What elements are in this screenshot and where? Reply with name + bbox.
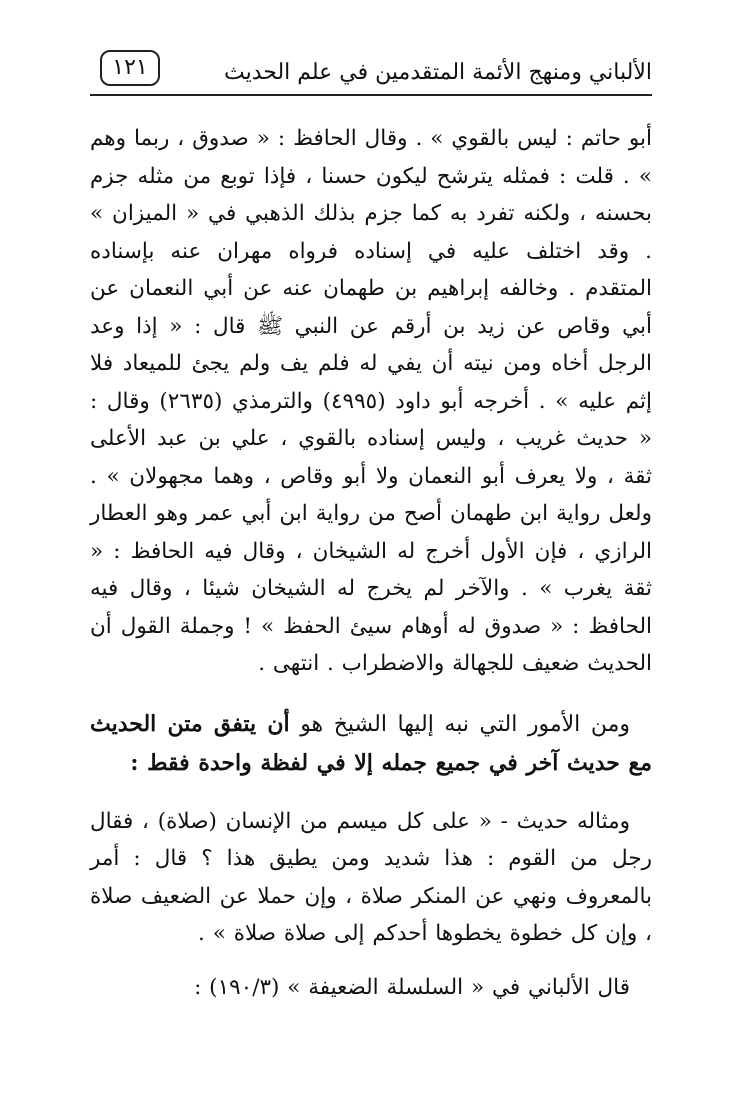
paragraph-citation: قال الألباني في « السلسلة الضعيفة » (١٩٠/٣) : xyxy=(194,974,630,1000)
book-page xyxy=(90,40,652,1070)
section-intro-bold-text: أن يتفق متن الحديث مع حديث آخر في جميع جمله إلا في لفظة واحدة فقط : xyxy=(90,710,652,776)
page-header xyxy=(90,40,652,96)
section-intro-text: ومن الأمور التي نبه إليها الشيخ هو xyxy=(289,711,631,737)
running-title: الألباني ومنهج الأئمة المتقدمين في علم الحديث xyxy=(223,60,652,85)
paragraph-quoted-discussion: أبو حاتم : ليس بالقوي » . وقال الحافظ : « صدوق ، ربما وهم » . قلت : فمثله يترشح ليكون حسنا ، فإذا توبع من مثله جزم بحسنه ، ولكنه تفرد به كما جزم بذلك الذهبي في « الميزان » . وقد اختلف عليه في إسناده فرواه مهران عنه بإسناده المتقدم . وخالفه إبراهيم بن طهمان عنه عن أبي النعمان عن أبي وقاص عن زيد بن أرقم عن النبي ﷺ قال : « إذا وعد الرجل أخاه ومن نيته أن يفي له فلم يف ولم يجئ للميعاد فلا إثم عليه » . أخرجه أبو داود (٤٩٩٥) والترمذي (٢٦٣٥) وقال : « حديث غريب ، وليس إسناده بالقوي ، علي بن عبد الأعلى ثقة ، ولا يعرف أبو النعمان ولا أبو وقاص ، وهما مجهولان » . ولعل رواية ابن طهمان أصح من رواية ابن أبي عمر وهو العطار الرازي ، فإن الأول أخرج له الشيخان ، وقال فيه الحافظ : « ثقة يغرب » . والآخر لم يخرج له الشيخان شيئا ، وقال فيه الحافظ : « صدوق له أوهام سيئ الحفظ » ! وجملة القول أن الحديث ضعيف للجهالة والاضطراب . انتهى . xyxy=(90,126,652,676)
page-number: ١٢١ xyxy=(100,50,160,86)
paragraph-example-hadith: ومثاله حديث - « على كل ميسم من الإنسان (صلاة) ، فقال رجل من القوم : هذا شديد ومن يطيق هذا ؟ قال : أمر بالمعروف ونهي عن المنكر صلاة ، وإن حملا عن الضعيف صلاة ، وإن كل خطوة يخطوها أحدكم إلى صلاة صلاة » . xyxy=(90,808,652,946)
paragraph-section-intro xyxy=(90,705,652,783)
page-body xyxy=(90,120,652,1006)
